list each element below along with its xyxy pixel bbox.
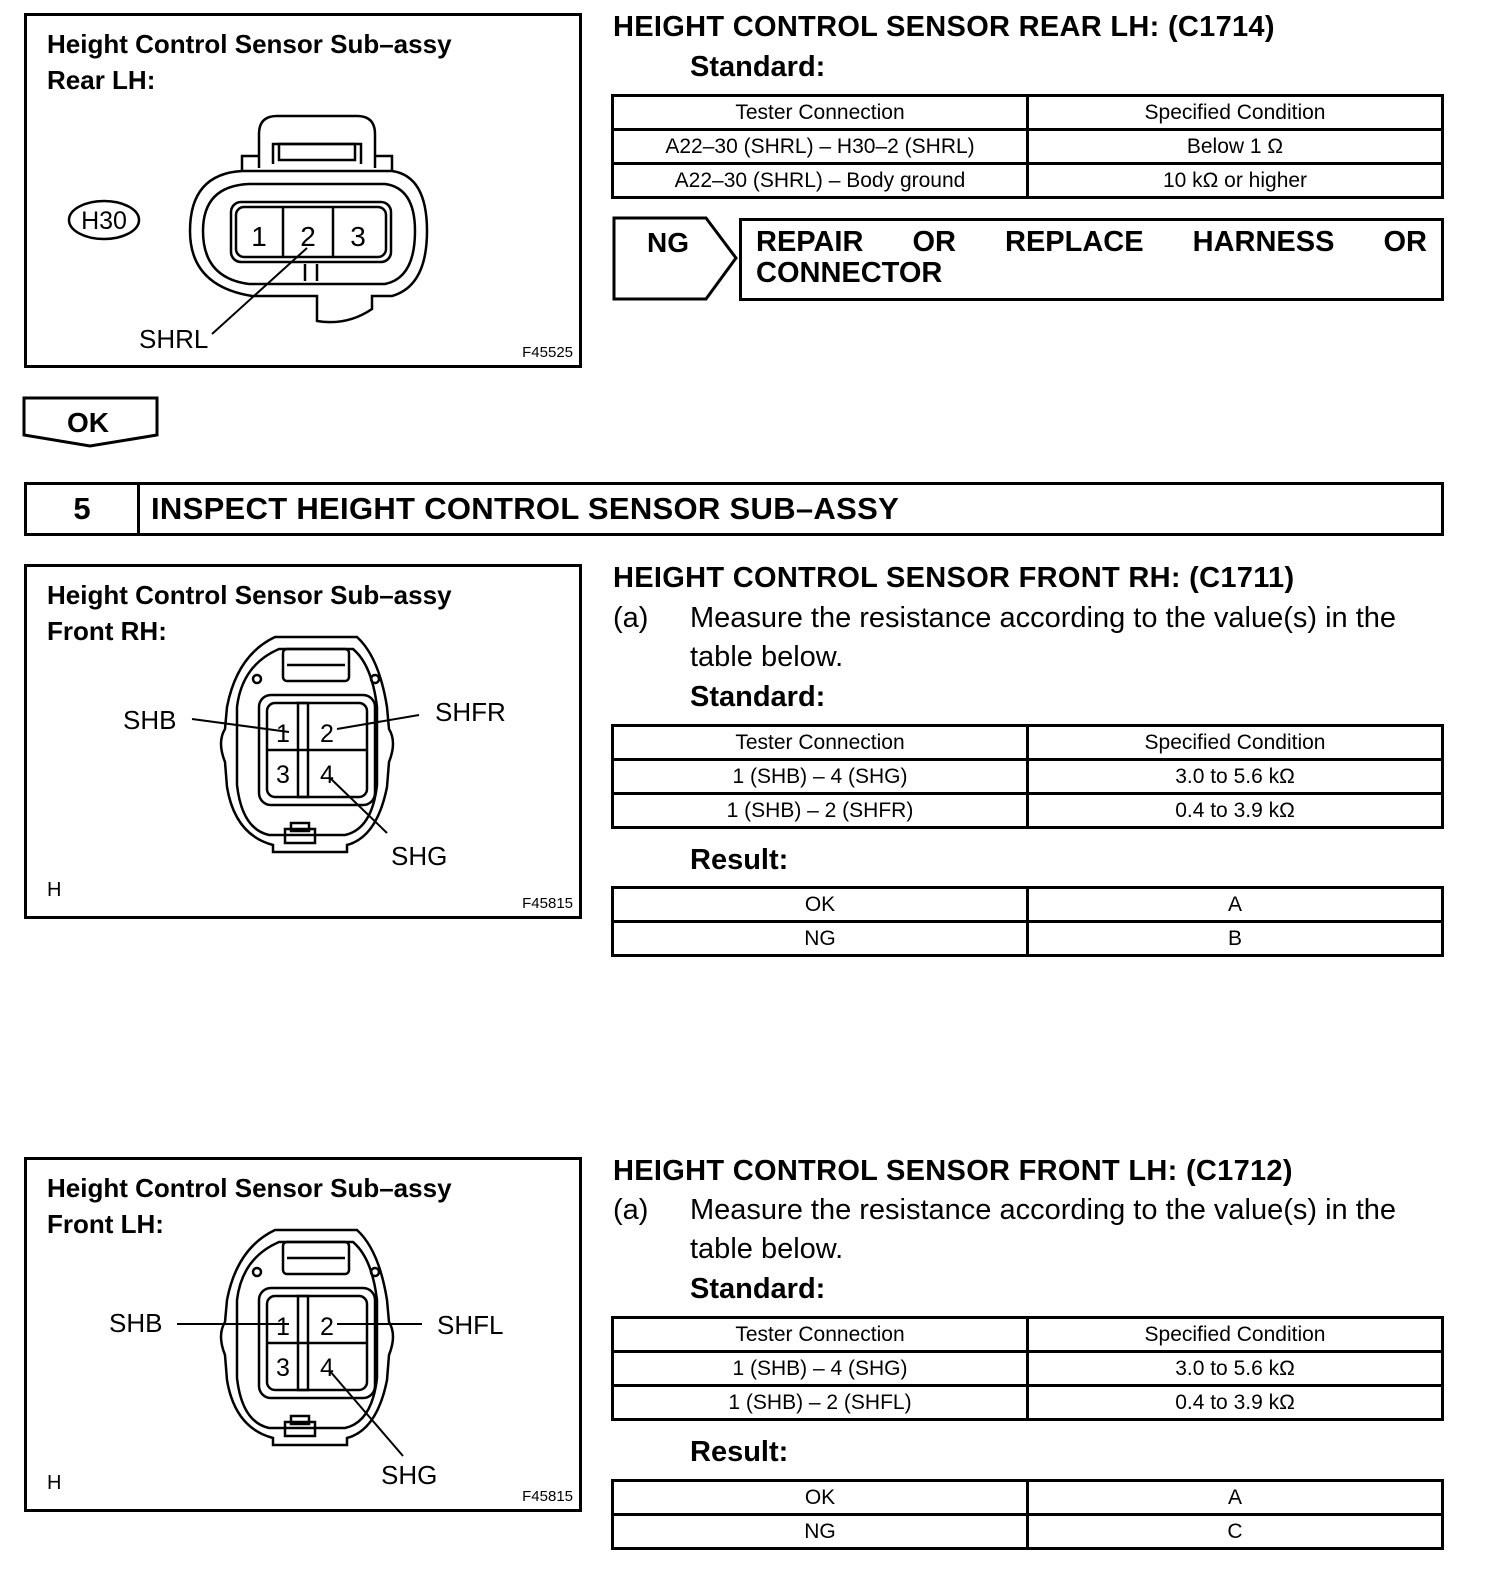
front-lh-result-label: Result: (690, 1436, 789, 1468)
table-cell: NG (613, 922, 1028, 956)
ng-action: REPAIR OR REPLACE HARNESS OR CONNECTOR (739, 218, 1444, 301)
rear-lh-heading: HEIGHT CONTROL SENSOR REAR LH: (C1714) (613, 11, 1275, 43)
pin-3: 3 (350, 221, 366, 252)
figure-code: F45815 (522, 1488, 573, 1505)
front-rh-standard-table (611, 724, 1444, 829)
front-lh-standard-label: Standard: (690, 1273, 826, 1305)
ok-arrow-box (22, 395, 162, 451)
table-row (613, 794, 1443, 828)
front-rh-instruction-line2: table below. (690, 641, 844, 673)
figure-code: F45815 (522, 895, 573, 912)
rear-lh-standard-label: Standard: (690, 51, 826, 83)
table-cell: B (1028, 922, 1443, 956)
step-number: 5 (27, 485, 140, 533)
table-cell: 10 kΩ or higher (1028, 164, 1443, 198)
table-cell: 0.4 to 3.9 kΩ (1028, 794, 1443, 828)
front-rh-result-table (611, 886, 1444, 957)
pin-1: 1 (276, 1313, 290, 1341)
front-lh-instruction-line1: Measure the resistance according to the value(s) in the (690, 1194, 1397, 1226)
table-header: Specified Condition (1028, 726, 1443, 760)
figure-title-line2: Front RH: (47, 616, 167, 646)
label-shfl: SHFL (437, 1310, 504, 1340)
rear-lh-standard-table (611, 94, 1444, 199)
front-rh-standard-label: Standard: (690, 681, 826, 713)
ng-label: NG (647, 227, 689, 258)
label-shrl: SHRL (139, 324, 209, 354)
front-lh-instruction-line2: table below. (690, 1233, 844, 1265)
front-lh-connector-diagram (27, 1160, 579, 1509)
table-cell: OK (613, 888, 1028, 922)
figure-title-line1: Height Control Sensor Sub–assy (47, 1173, 452, 1203)
figure-corner-mark: H (47, 879, 62, 901)
label-shg: SHG (391, 841, 448, 871)
ok-label: OK (67, 407, 109, 438)
table-header: Specified Condition (1028, 96, 1443, 130)
table-row (613, 888, 1443, 922)
table-cell: OK (613, 1481, 1028, 1515)
table-cell: A22–30 (SHRL) – H30–2 (SHRL) (613, 130, 1028, 164)
table-cell: NG (613, 1515, 1028, 1549)
figure-title-line2: Front LH: (47, 1209, 164, 1239)
pin-3: 3 (276, 761, 290, 789)
table-row (613, 760, 1443, 794)
table-header: Tester Connection (613, 726, 1028, 760)
table-cell: 0.4 to 3.9 kΩ (1028, 1386, 1443, 1420)
step-bar (24, 482, 1444, 536)
table-row (613, 1352, 1443, 1386)
front-rh-step-letter: (a) (613, 602, 649, 634)
table-cell: C (1028, 1515, 1443, 1549)
pin-4: 4 (320, 1354, 334, 1382)
front-lh-result-table (611, 1479, 1444, 1550)
table-header-row (613, 96, 1443, 130)
front-lh-figure (24, 1157, 582, 1512)
table-cell: 3.0 to 5.6 kΩ (1028, 1352, 1443, 1386)
table-row (613, 922, 1443, 956)
pin-2: 2 (320, 1313, 334, 1341)
figure-title-line1: Height Control Sensor Sub–assy (47, 29, 452, 59)
shb-leader (192, 719, 289, 732)
table-row (613, 164, 1443, 198)
label-shg: SHG (381, 1460, 438, 1490)
table-cell: A22–30 (SHRL) – Body ground (613, 164, 1028, 198)
table-cell: 1 (SHB) – 2 (SHFR) (613, 794, 1028, 828)
table-row (613, 130, 1443, 164)
pin-1: 1 (276, 720, 290, 748)
table-row (613, 1515, 1443, 1549)
table-header: Tester Connection (613, 96, 1028, 130)
figure-title-line2: Rear LH: (47, 65, 156, 95)
table-cell: A (1028, 1481, 1443, 1515)
table-row (613, 1386, 1443, 1420)
front-rh-heading: HEIGHT CONTROL SENSOR FRONT RH: (C1711) (613, 562, 1295, 594)
rear-lh-figure (24, 13, 582, 368)
table-header: Tester Connection (613, 1318, 1028, 1352)
label-shfr: SHFR (435, 697, 506, 727)
front-rh-instruction-line1: Measure the resistance according to the value(s) in the (690, 602, 1397, 634)
table-header-row (613, 1318, 1443, 1352)
table-cell: Below 1 Ω (1028, 130, 1443, 164)
front-rh-result-label: Result: (690, 844, 789, 876)
table-cell: A (1028, 888, 1443, 922)
pin-2: 2 (320, 720, 334, 748)
front-lh-heading: HEIGHT CONTROL SENSOR FRONT LH: (C1712) (613, 1155, 1293, 1187)
connector-id: H30 (81, 207, 127, 235)
table-cell: 1 (SHB) – 4 (SHG) (613, 760, 1028, 794)
label-shb: SHB (109, 1308, 163, 1338)
figure-corner-mark: H (47, 1472, 62, 1494)
table-cell: 1 (SHB) – 4 (SHG) (613, 1352, 1028, 1386)
figure-title-line1: Height Control Sensor Sub–assy (47, 580, 452, 610)
pin-2: 2 (300, 221, 316, 252)
front-rh-connector-diagram (27, 567, 579, 916)
table-header-row (613, 726, 1443, 760)
step-title: INSPECT HEIGHT CONTROL SENSOR SUB–ASSY (151, 491, 900, 526)
figure-code: F45525 (522, 344, 573, 361)
label-shb: SHB (123, 705, 177, 735)
pin-3: 3 (276, 1354, 290, 1382)
ng-arrow-box (612, 216, 742, 302)
table-cell: 1 (SHB) – 2 (SHFL) (613, 1386, 1028, 1420)
front-rh-figure (24, 564, 582, 919)
pin-1: 1 (251, 221, 267, 252)
pin-4: 4 (320, 761, 334, 789)
front-lh-step-letter: (a) (613, 1194, 649, 1226)
front-lh-standard-table (611, 1316, 1444, 1421)
rear-lh-connector-diagram (27, 16, 579, 365)
table-header: Specified Condition (1028, 1318, 1443, 1352)
table-cell: 3.0 to 5.6 kΩ (1028, 760, 1443, 794)
table-row (613, 1481, 1443, 1515)
